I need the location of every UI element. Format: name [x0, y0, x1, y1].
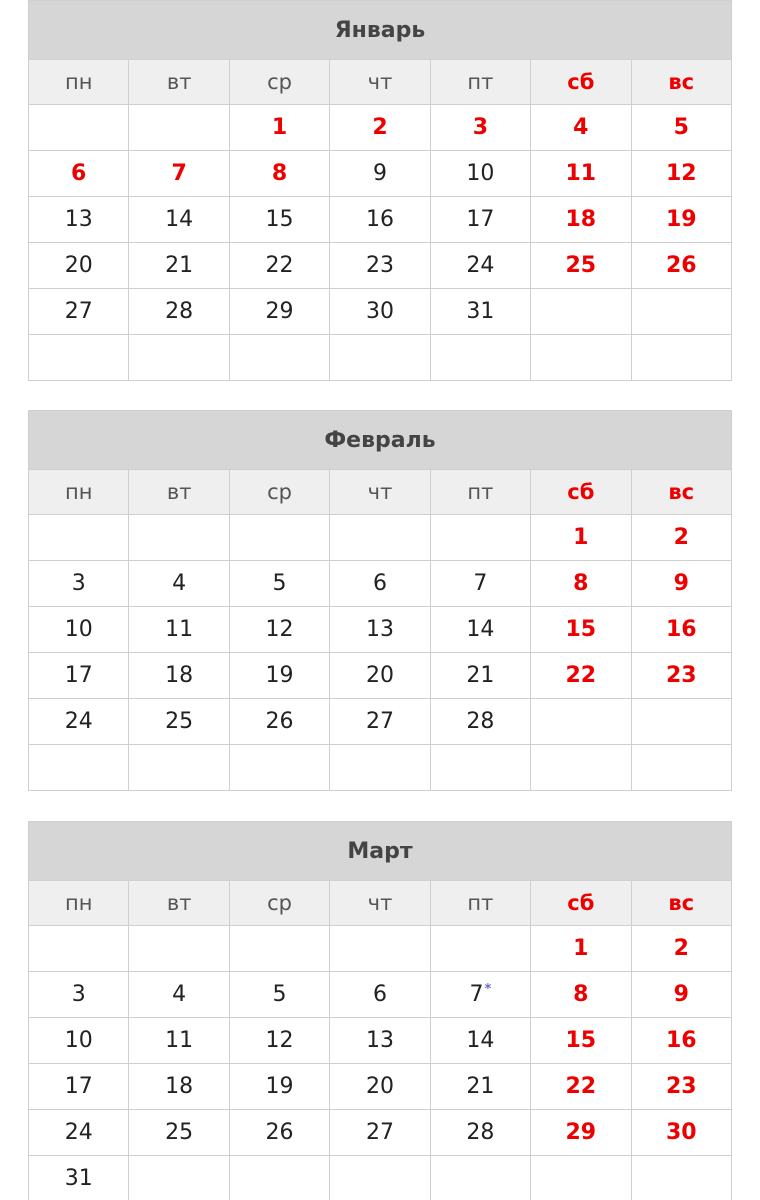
day-cell	[229, 105, 329, 151]
day-cell	[430, 1064, 530, 1110]
day-number: 2	[673, 525, 689, 550]
day-cell	[29, 699, 129, 745]
day-number: 11	[165, 617, 194, 642]
day-cell	[631, 607, 731, 653]
day-cell	[330, 1110, 430, 1156]
day-cell	[531, 197, 631, 243]
weekday-header: сб	[531, 470, 631, 515]
day-cell	[29, 561, 129, 607]
day-number: 1	[573, 525, 589, 550]
day-cell	[129, 289, 229, 335]
weekday-header: чт	[330, 60, 430, 105]
day-cell	[430, 653, 530, 699]
day-number: 10	[64, 1028, 93, 1053]
empty-day-cell	[29, 926, 129, 972]
day-cell	[229, 607, 329, 653]
empty-day-cell	[531, 1156, 631, 1200]
day-cell	[330, 699, 430, 745]
day-cell	[531, 972, 631, 1018]
day-cell	[631, 1064, 731, 1110]
day-cell	[229, 1064, 329, 1110]
empty-day-cell	[129, 1156, 229, 1200]
day-number: 10	[64, 617, 93, 642]
day-cell	[330, 972, 430, 1018]
day-cell	[330, 1064, 430, 1110]
day-number: 22	[565, 1074, 597, 1099]
day-cell	[330, 653, 430, 699]
weekday-header: вс	[631, 470, 731, 515]
day-cell	[229, 1018, 329, 1064]
empty-day-cell	[430, 926, 530, 972]
day-number: 29	[565, 1120, 597, 1145]
day-number: 22	[265, 253, 294, 278]
day-number: 27	[365, 709, 394, 734]
day-cell	[129, 972, 229, 1018]
day-number: 6	[372, 571, 387, 596]
day-number: 13	[365, 1028, 394, 1053]
day-cell	[29, 289, 129, 335]
empty-day-cell	[531, 289, 631, 335]
week-row	[29, 699, 732, 745]
day-number: 20	[365, 663, 394, 688]
day-number: 15	[565, 1028, 597, 1053]
week-row	[29, 151, 732, 197]
day-number: 6	[71, 161, 87, 186]
day-number: 28	[165, 299, 194, 324]
day-cell	[430, 1018, 530, 1064]
month-title: Февраль	[29, 411, 732, 470]
weekday-header: вт	[129, 470, 229, 515]
day-number: 26	[265, 1120, 294, 1145]
weekday-header: пн	[29, 470, 129, 515]
day-cell	[129, 1064, 229, 1110]
day-number: 23	[665, 663, 697, 688]
day-number: 4	[172, 982, 187, 1007]
empty-day-cell	[129, 335, 229, 381]
day-number: 23	[665, 1074, 697, 1099]
weekday-header: ср	[229, 60, 329, 105]
day-cell	[430, 243, 530, 289]
day-number: 14	[466, 1028, 495, 1053]
day-cell	[29, 972, 129, 1018]
day-number: 3	[71, 982, 86, 1007]
day-number: 6	[372, 982, 387, 1007]
empty-day-cell	[229, 1156, 329, 1200]
day-cell	[29, 653, 129, 699]
day-cell	[129, 243, 229, 289]
week-row	[29, 515, 732, 561]
day-number: 11	[565, 161, 597, 186]
day-cell	[29, 243, 129, 289]
day-cell	[129, 699, 229, 745]
day-number: 10	[466, 161, 495, 186]
day-number: 8	[573, 571, 589, 596]
week-row	[29, 1156, 732, 1200]
day-number: 30	[665, 1120, 697, 1145]
empty-day-cell	[330, 926, 430, 972]
weekday-header: пт	[430, 60, 530, 105]
day-number: 9	[673, 982, 689, 1007]
day-cell	[129, 197, 229, 243]
week-row	[29, 561, 732, 607]
week-row	[29, 1110, 732, 1156]
day-number: 18	[565, 207, 597, 232]
day-cell	[330, 607, 430, 653]
weekday-header: сб	[531, 60, 631, 105]
day-number: 21	[466, 1074, 495, 1099]
day-cell	[531, 607, 631, 653]
weekday-header: сб	[531, 881, 631, 926]
day-number: 15	[565, 617, 597, 642]
day-cell	[631, 515, 731, 561]
month-table	[28, 0, 732, 381]
empty-day-cell	[29, 105, 129, 151]
day-cell	[129, 151, 229, 197]
empty-day-cell	[531, 745, 631, 791]
day-number: 7	[171, 161, 187, 186]
weekday-header: пн	[29, 60, 129, 105]
weekday-header: чт	[330, 881, 430, 926]
day-cell	[229, 197, 329, 243]
day-number: 17	[64, 1074, 93, 1099]
week-row	[29, 335, 732, 381]
day-cell	[229, 561, 329, 607]
empty-day-cell	[631, 1156, 731, 1200]
day-number: 24	[64, 1120, 93, 1145]
day-number: 7	[473, 571, 488, 596]
day-cell	[229, 653, 329, 699]
empty-day-cell	[631, 745, 731, 791]
day-number: 22	[565, 663, 597, 688]
day-cell	[430, 972, 530, 1018]
day-cell	[631, 972, 731, 1018]
day-number: 28	[466, 1120, 495, 1145]
day-cell	[330, 197, 430, 243]
day-number: 21	[165, 253, 194, 278]
day-cell	[330, 105, 430, 151]
empty-day-cell	[631, 335, 731, 381]
day-number: 25	[165, 1120, 194, 1145]
empty-day-cell	[229, 926, 329, 972]
empty-day-cell	[229, 515, 329, 561]
day-cell	[29, 1018, 129, 1064]
day-cell	[631, 1018, 731, 1064]
day-cell	[129, 607, 229, 653]
empty-day-cell	[129, 745, 229, 791]
day-number: 4	[573, 115, 589, 140]
day-number: 25	[165, 709, 194, 734]
day-number: 27	[64, 299, 93, 324]
week-row	[29, 1064, 732, 1110]
empty-day-cell	[229, 335, 329, 381]
month-calendar	[28, 410, 732, 791]
day-number: 16	[365, 207, 394, 232]
note-mark: *	[484, 982, 492, 997]
day-number: 19	[665, 207, 697, 232]
day-cell	[531, 243, 631, 289]
day-number: 19	[265, 1074, 294, 1099]
day-cell	[229, 972, 329, 1018]
day-number: 31	[64, 1166, 93, 1191]
day-cell	[631, 926, 731, 972]
weekday-header: пт	[430, 881, 530, 926]
day-number: 16	[665, 1028, 697, 1053]
day-number: 21	[466, 663, 495, 688]
day-cell	[631, 653, 731, 699]
day-number: 14	[466, 617, 495, 642]
day-number: 25	[565, 253, 597, 278]
day-number: 1	[573, 936, 589, 961]
day-cell	[531, 653, 631, 699]
day-number: 2	[673, 936, 689, 961]
day-number: 13	[365, 617, 394, 642]
week-row	[29, 243, 732, 289]
week-row	[29, 972, 732, 1018]
day-cell	[330, 1018, 430, 1064]
day-cell	[229, 289, 329, 335]
day-number: 3	[71, 571, 86, 596]
day-cell	[531, 1064, 631, 1110]
day-number: 12	[665, 161, 697, 186]
day-cell	[129, 1018, 229, 1064]
day-number: 8	[271, 161, 288, 186]
day-cell	[29, 607, 129, 653]
weekday-header: вс	[631, 60, 731, 105]
empty-day-cell	[29, 745, 129, 791]
day-cell	[29, 1064, 129, 1110]
month-table	[28, 821, 732, 1200]
empty-day-cell	[129, 926, 229, 972]
day-number: 24	[466, 253, 495, 278]
empty-day-cell	[531, 335, 631, 381]
empty-day-cell	[430, 745, 530, 791]
weekday-header: вт	[129, 881, 229, 926]
day-number: 2	[372, 115, 388, 140]
day-number: 16	[665, 617, 697, 642]
empty-day-cell	[229, 745, 329, 791]
empty-day-cell	[330, 745, 430, 791]
day-cell	[229, 699, 329, 745]
week-row	[29, 105, 732, 151]
day-cell	[531, 105, 631, 151]
day-cell	[430, 607, 530, 653]
day-cell	[129, 1110, 229, 1156]
day-number: 24	[64, 709, 93, 734]
day-number: 3	[472, 115, 489, 140]
day-cell	[129, 653, 229, 699]
empty-day-cell	[631, 699, 731, 745]
empty-day-cell	[29, 515, 129, 561]
day-number: 5	[272, 982, 287, 1007]
day-cell	[531, 926, 631, 972]
day-cell	[531, 515, 631, 561]
weekday-header: вс	[631, 881, 731, 926]
day-number: 31	[466, 299, 495, 324]
day-number: 30	[365, 299, 394, 324]
week-row	[29, 1018, 732, 1064]
day-number: 28	[466, 709, 495, 734]
weekday-header: пт	[430, 470, 530, 515]
day-cell	[631, 197, 731, 243]
day-cell	[631, 151, 731, 197]
day-cell	[631, 105, 731, 151]
day-cell	[631, 1110, 731, 1156]
day-number: 17	[466, 207, 495, 232]
day-number: 18	[165, 1074, 194, 1099]
week-row	[29, 653, 732, 699]
empty-day-cell	[29, 335, 129, 381]
week-row	[29, 745, 732, 791]
day-number: 15	[265, 207, 294, 232]
day-number: 17	[64, 663, 93, 688]
day-number: 29	[265, 299, 294, 324]
week-row	[29, 289, 732, 335]
day-number: 12	[265, 617, 294, 642]
day-number: 4	[172, 571, 187, 596]
empty-day-cell	[330, 1156, 430, 1200]
day-number: 23	[365, 253, 394, 278]
day-cell	[430, 699, 530, 745]
day-cell	[29, 1156, 129, 1200]
empty-day-cell	[129, 515, 229, 561]
day-cell	[29, 197, 129, 243]
day-cell	[631, 561, 731, 607]
day-number: 27	[365, 1120, 394, 1145]
day-cell	[531, 1018, 631, 1064]
day-number: 20	[64, 253, 93, 278]
day-number: 14	[165, 207, 194, 232]
day-cell	[430, 289, 530, 335]
day-cell	[129, 561, 229, 607]
day-cell	[330, 561, 430, 607]
day-number: 26	[665, 253, 697, 278]
day-cell	[430, 561, 530, 607]
day-number: 26	[265, 709, 294, 734]
weekday-header: чт	[330, 470, 430, 515]
day-cell	[330, 289, 430, 335]
month-title: Январь	[29, 1, 732, 60]
day-cell	[531, 151, 631, 197]
empty-day-cell	[430, 1156, 530, 1200]
weekday-header: ср	[229, 881, 329, 926]
weekday-header: вт	[129, 60, 229, 105]
day-cell	[430, 1110, 530, 1156]
week-row	[29, 197, 732, 243]
weekday-header: пн	[29, 881, 129, 926]
day-cell	[29, 1110, 129, 1156]
day-number: 1	[271, 115, 288, 140]
day-number: 18	[165, 663, 194, 688]
month-title: Март	[29, 822, 732, 881]
day-cell	[229, 1110, 329, 1156]
day-number: 9	[673, 571, 689, 596]
day-number: 19	[265, 663, 294, 688]
day-cell	[430, 105, 530, 151]
day-number: 9	[372, 161, 387, 186]
empty-day-cell	[631, 289, 731, 335]
day-cell	[531, 561, 631, 607]
day-number: 5	[673, 115, 689, 140]
empty-day-cell	[330, 335, 430, 381]
day-cell	[430, 197, 530, 243]
empty-day-cell	[129, 105, 229, 151]
day-cell	[229, 243, 329, 289]
week-row	[29, 607, 732, 653]
day-number: 13	[64, 207, 93, 232]
day-cell	[229, 151, 329, 197]
day-cell	[631, 243, 731, 289]
empty-day-cell	[430, 335, 530, 381]
day-cell	[29, 151, 129, 197]
month-calendar	[28, 821, 732, 1200]
day-cell	[330, 151, 430, 197]
day-number: 5	[272, 571, 287, 596]
day-number: 8	[573, 982, 589, 1007]
day-number: 12	[265, 1028, 294, 1053]
month-table	[28, 410, 732, 791]
weekday-header: ср	[229, 470, 329, 515]
day-cell	[430, 151, 530, 197]
day-cell	[531, 1110, 631, 1156]
empty-day-cell	[430, 515, 530, 561]
day-number: 7	[469, 982, 484, 1007]
month-calendar	[28, 0, 732, 381]
week-row	[29, 926, 732, 972]
day-cell	[330, 243, 430, 289]
day-number: 11	[165, 1028, 194, 1053]
day-number: 20	[365, 1074, 394, 1099]
empty-day-cell	[330, 515, 430, 561]
empty-day-cell	[531, 699, 631, 745]
